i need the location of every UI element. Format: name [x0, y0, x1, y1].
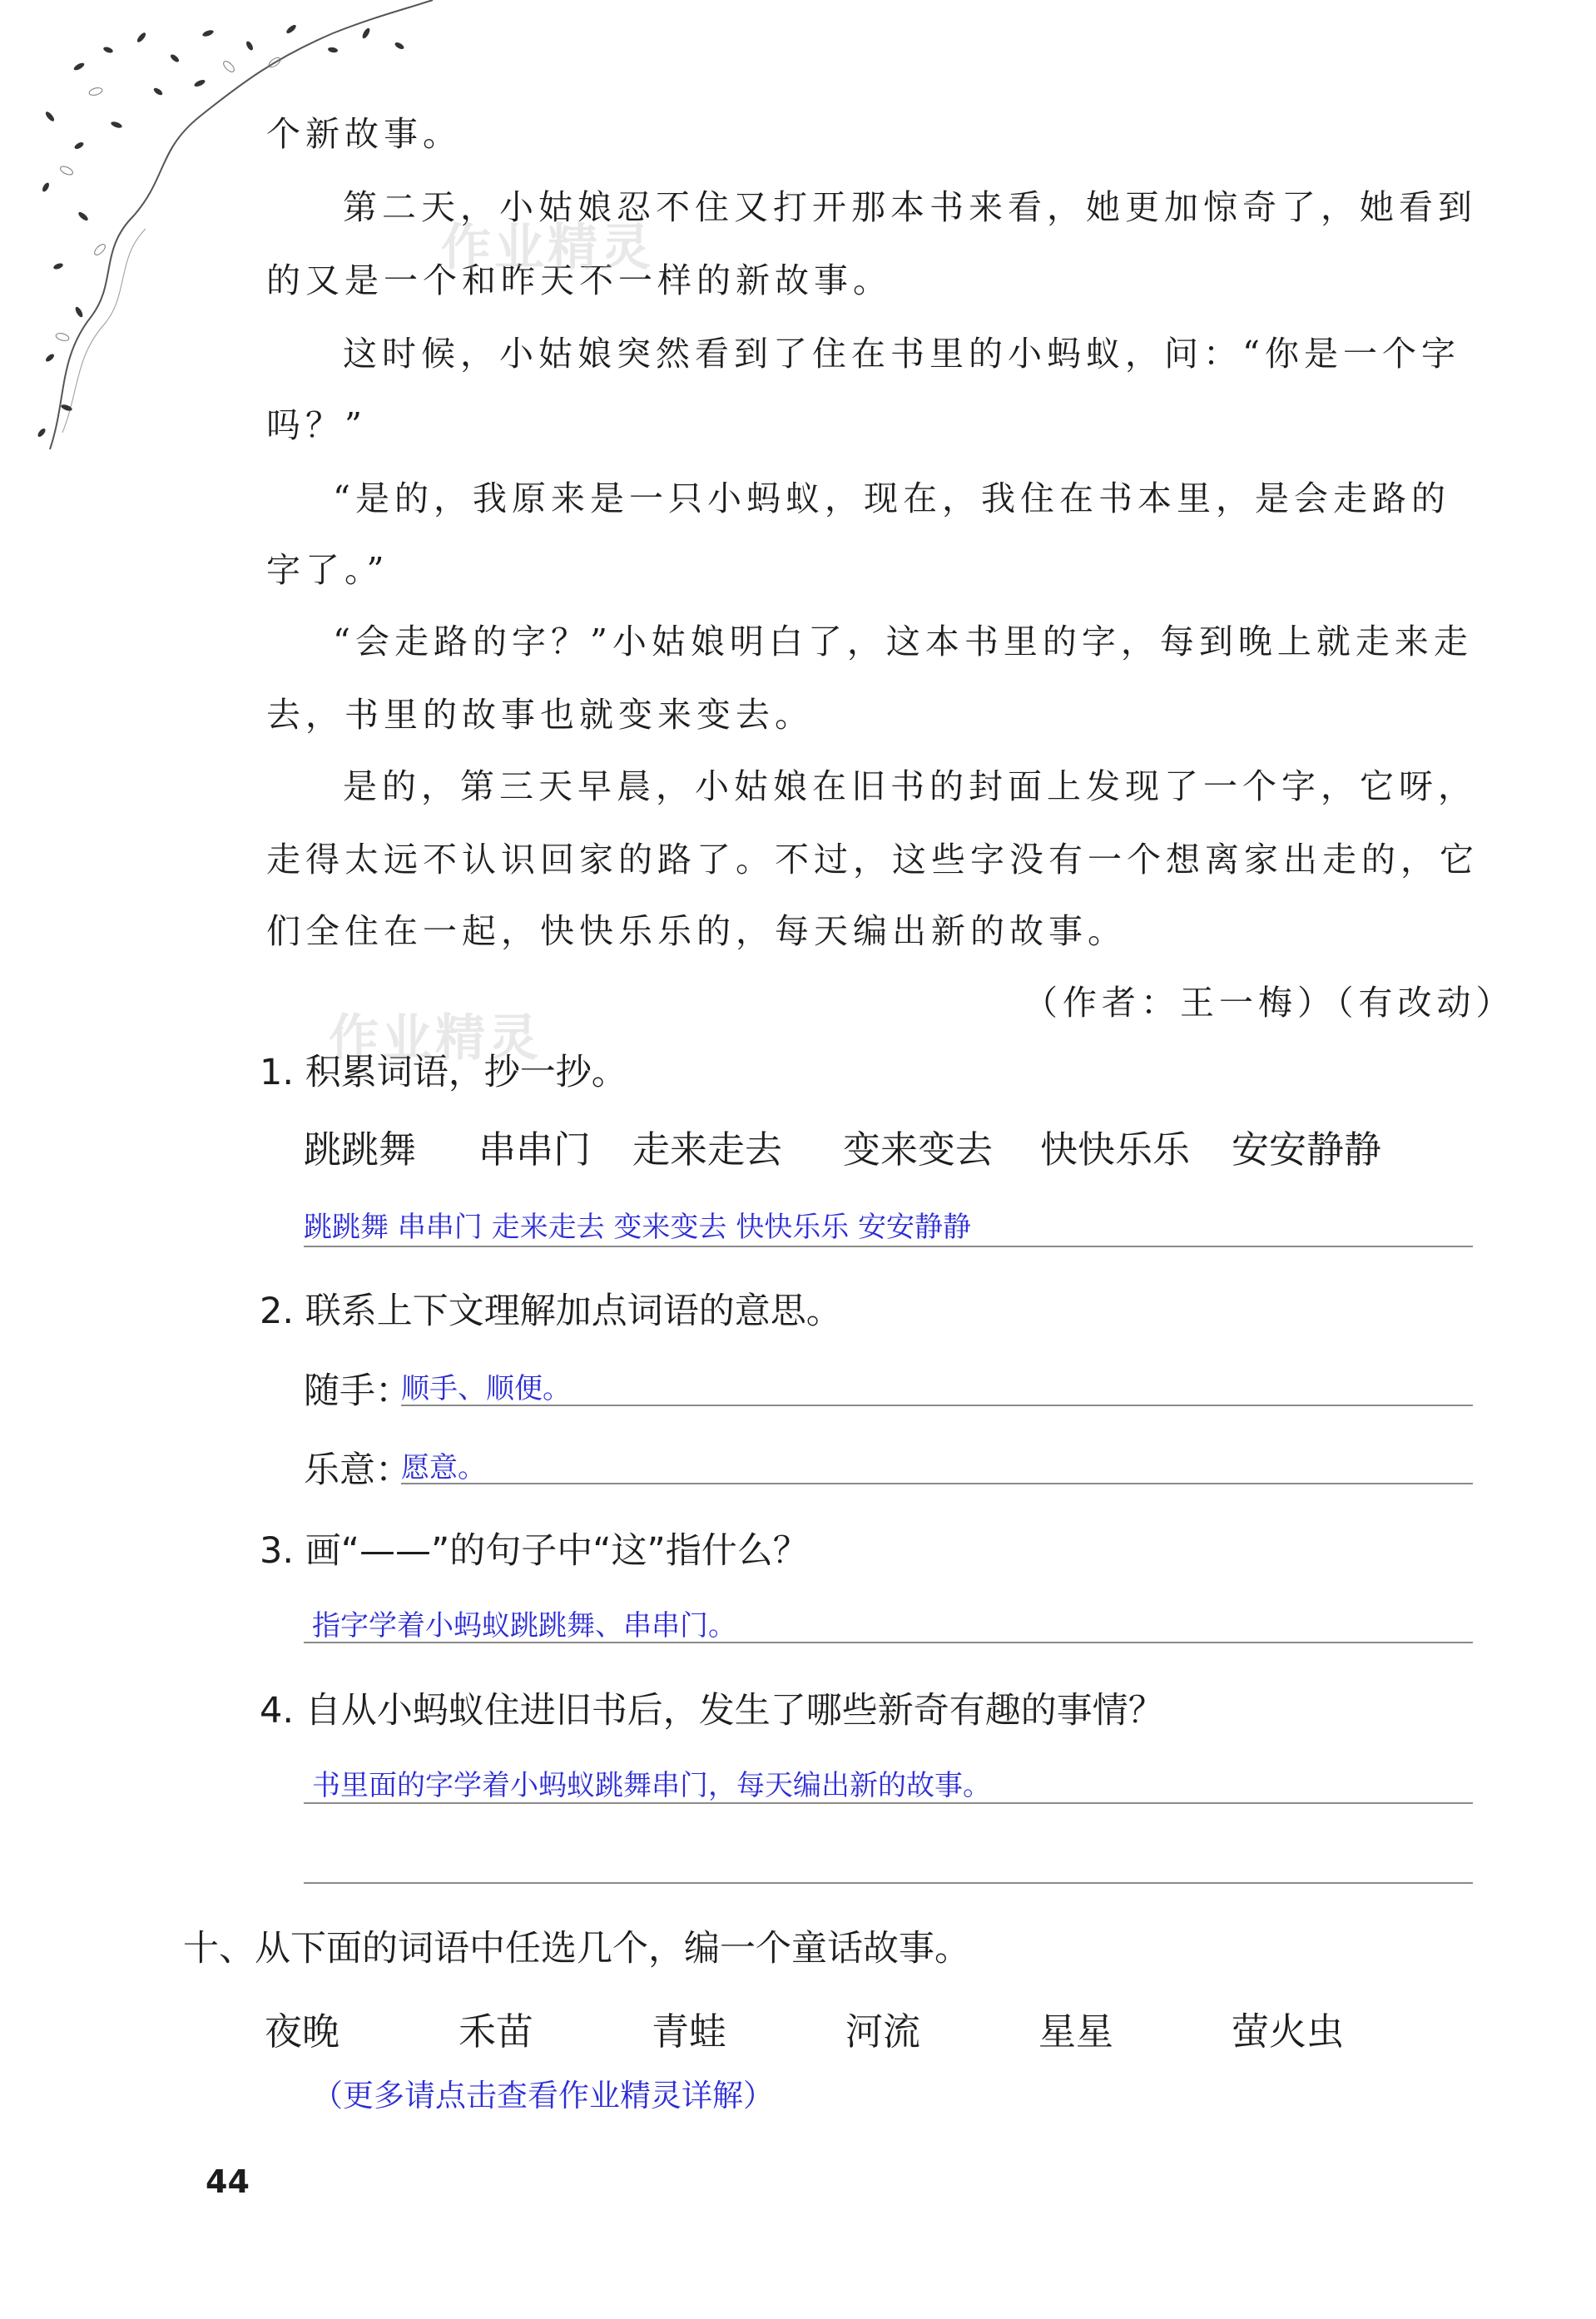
term-label: 随手： [304, 1370, 411, 1412]
question-4-prompt: 4. 自从小蚂蚁住进旧书后，发生了哪些新奇有趣的事情？ [260, 1690, 1164, 1732]
question-1-answer: 跳跳舞 串串门 走来走去 变来变去 快快乐乐 安安静静 [304, 1211, 972, 1244]
watermark: 作业精灵 [441, 219, 654, 277]
story-line: 字了。” [266, 550, 389, 590]
answer-line [304, 1642, 1473, 1643]
answer-line [401, 1483, 1473, 1484]
story-author: （作者：王一梅）（有改动） [1024, 983, 1515, 1023]
leaf-decoration [0, 0, 466, 466]
term-answer: 顺手、顺便。 [401, 1372, 571, 1405]
word-item: 河流 [845, 2009, 921, 2054]
story-line: 去，书里的故事也就变来变去。 [266, 695, 814, 735]
word-item: 安安静静 [1232, 1127, 1382, 1172]
word-item: 快快乐乐 [1040, 1127, 1191, 1172]
word-item: 变来变去 [843, 1127, 994, 1172]
question-3-answer: 指字学着小蚂蚁跳跳舞、串串门。 [312, 1609, 736, 1643]
question-2-prompt: 2. 联系上下文理解加点词语的意思。 [260, 1291, 842, 1332]
question-4-answer: 书里面的字学着小蚂蚁跳舞串门，每天编出新的故事。 [312, 1769, 991, 1802]
word-item: 走来走去 [632, 1127, 783, 1172]
page-number: 44 [206, 2163, 250, 2200]
story-line: 的又是一个和昨天不一样的新故事。 [266, 260, 892, 300]
story-line: 是的，第三天早晨，小姑娘在旧书的封面上发现了一个字，它呀， [343, 766, 1477, 806]
answer-line [401, 1405, 1473, 1406]
answer-line [304, 1802, 1473, 1804]
more-details-link[interactable]: （更多请点击查看作业精灵详解） [312, 2078, 774, 2113]
story-line: 个新故事。 [266, 114, 462, 154]
story-line: 第二天，小姑娘忍不住又打开那本书来看，她更加惊奇了，她看到 [343, 187, 1477, 227]
watermark: 作业精灵 [329, 1009, 542, 1068]
story-line: 们全住在一起，快快乐乐的，每天编出新的故事。 [266, 911, 1127, 951]
story-line: 走得太远不认识回家的路了。不过，这些字没有一个想离家出走的，它 [266, 840, 1479, 880]
story-line: “会走路的字？”小姑娘明白了，这本书里的字，每到晚上就走来走 [333, 622, 1473, 662]
word-item: 夜晚 [265, 2009, 340, 2054]
word-item: 串串门 [478, 1127, 592, 1172]
word-item: 禾苗 [458, 2009, 534, 2054]
term-label: 乐意： [304, 1449, 411, 1491]
story-line: 这时候，小姑娘突然看到了住在书里的小蚂蚁，问：“你是一个字 [343, 334, 1460, 374]
question-3-prompt: 3. 画“——”的句子中“这”指什么？ [260, 1530, 809, 1572]
answer-line [304, 1246, 1473, 1247]
word-item: 跳跳舞 [304, 1127, 417, 1172]
term-answer: 愿意。 [401, 1451, 486, 1484]
question-1-prompt: 1. 积累词语，抄一抄。 [260, 1052, 627, 1093]
story-line: 吗？” [266, 405, 367, 445]
word-item: 青蛙 [652, 2009, 727, 2054]
section-10-title: 十、从下面的词语中任选几个，编一个童话故事。 [183, 1928, 970, 1970]
answer-line [304, 1882, 1473, 1884]
word-item: 萤火虫 [1232, 2009, 1345, 2054]
word-item: 星星 [1038, 2009, 1114, 2054]
story-line: “是的，我原来是一只小蚂蚁，现在，我住在书本里，是会走路的 [333, 478, 1450, 518]
